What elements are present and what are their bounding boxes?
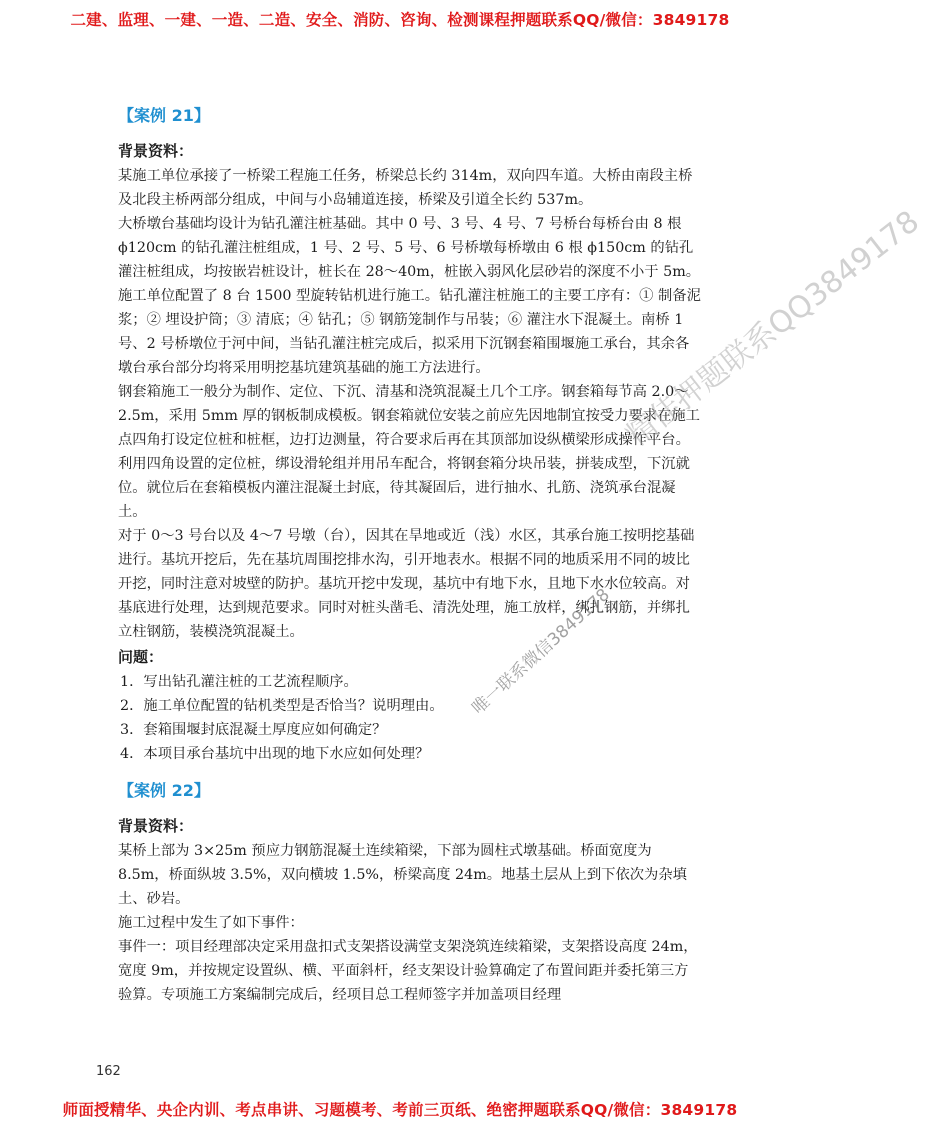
case21-question-4: 4．本项目承台基坑中出现的地下水应如何处理？	[120, 746, 430, 762]
case22-background-label: 背景资料：	[118, 817, 194, 835]
case21-question-3: 3．套箱围堰封底混凝土厚度应如何确定？	[120, 722, 387, 738]
watermark-small: 唯一联系微信3849178	[468, 584, 614, 719]
case21-questions-label: 问题：	[118, 648, 164, 666]
bottom-banner: 师面授精华、央企内训、考点串讲、习题模考、考前三页纸、绝密押题联系QQ/微信：3849178	[62, 1101, 738, 1119]
case22-paragraph-3: 事件一：项目经理部决定采用盘扣式支架搭设满堂支架浇筑连续箱梁，支架搭设高度 24m，宽度 9m，并按规定设置纵、横、平面斜杆，经支架设计验算确定了布置间距并委托第三方验算。专项施工方案编制完成后，经项目总工程师签字并加盖项目经理	[118, 939, 698, 1003]
case21-background-label: 背景资料：	[118, 142, 194, 160]
page-number: 162	[96, 1064, 121, 1079]
case21-paragraph-4: 对于 0～3 号台以及 4～7 号墩（台），因其在旱地或近（浅）水区，其承台施工按明挖基础进行。基坑开挖后，先在基坑周围挖排水沟，引开地表水。根据不同的地质采用不同的坡比开挖，同时注意对坡壁的防护。基坑开挖中发现，基坑中有地下水，且地下水水位较高。对基底进行处理，达到规范要求。同时对桩头凿毛、清洗处理，施工放样，绑扎钢筋，并绑扎立柱钢筋，装模浇筑混凝土。	[118, 528, 695, 640]
top-banner: 二建、监理、一建、一造、二造、安全、消防、咨询、检测课程押题联系QQ/微信：3849178	[70, 11, 730, 29]
case22-title: 【案例 22】	[118, 781, 210, 800]
watermark-main: 精佳押题联系QQ3849178	[619, 204, 926, 454]
case21-paragraph-1: 某施工单位承接了一桥梁工程施工任务，桥梁总长约 314m，双向四车道。大桥由南段主桥及北段主桥两部分组成，中间与小岛辅道连接，桥梁及引道全长约 537m。	[118, 168, 693, 208]
case22-paragraph-1: 某桥上部为 3×25m 预应力钢筋混凝土连续箱梁，下部为圆柱式墩基础。桥面宽度为 8.5m，桥面纵坡 3.5%，双向横坡 1.5%，桥梁高度 24m。地基土层从上到下依次为杂填土、砂岩。	[118, 843, 687, 907]
case21-title: 【案例 21】	[118, 106, 210, 125]
case21-paragraph-2: 大桥墩台基础均设计为钻孔灌注桩基础。其中 0 号、3 号、4 号、7 号桥台每桥台由 8 根 ϕ120cm 的钻孔灌注桩组成，1 号、2 号、5 号、6 号桥墩每桥墩由 6 根 ϕ150cm 的钻孔灌注桩组成，均按嵌岩桩设计，桩长在 28～40m，桩嵌入弱风化层砂岩的深度不小于 5m。施工单位配置了 8 台 1500 型旋转钻机进行施工。钻孔灌注桩施工的主要工序有：① 制备泥浆；② 埋设护筒；③ 清底；④ 钻孔；⑤ 钢筋笼制作与吊装；⑥ 灌注水下混凝土。南桥 1 号、2 号桥墩位于河中间，当钻孔灌注桩完成后，拟采用下沉钢套箱围堰施工承台，其余各墩台承台部分均将采用明挖基坑建筑基础的施工方法进行。	[118, 216, 701, 376]
case21-question-2: 2．施工单位配置的钻机类型是否恰当？说明理由。	[120, 698, 444, 714]
case21-question-1: 1．写出钻孔灌注桩的工艺流程顺序。	[120, 674, 358, 690]
case22-paragraph-2: 施工过程中发生了如下事件：	[118, 915, 304, 931]
document-body	[118, 103, 702, 1007]
case21-paragraph-3: 钢套箱施工一般分为制作、定位、下沉、清基和浇筑混凝土几个工序。钢套箱每节高 2.0～2.5m，采用 5mm 厚的钢板制成模板。钢套箱就位安装之前应先因地制宜按受力要求在施工点四角打设定位桩和桩框，边打边测量，符合要求后再在其顶部加设纵横梁形成操作平台。利用四角设置的定位桩，绑设滑轮组并用吊车配合，将钢套箱分块吊装，拼装成型，下沉就位。就位后在套箱模板内灌注混凝土封底，待其凝固后，进行抽水、扎筋、浇筑承台混凝土。	[118, 384, 700, 520]
